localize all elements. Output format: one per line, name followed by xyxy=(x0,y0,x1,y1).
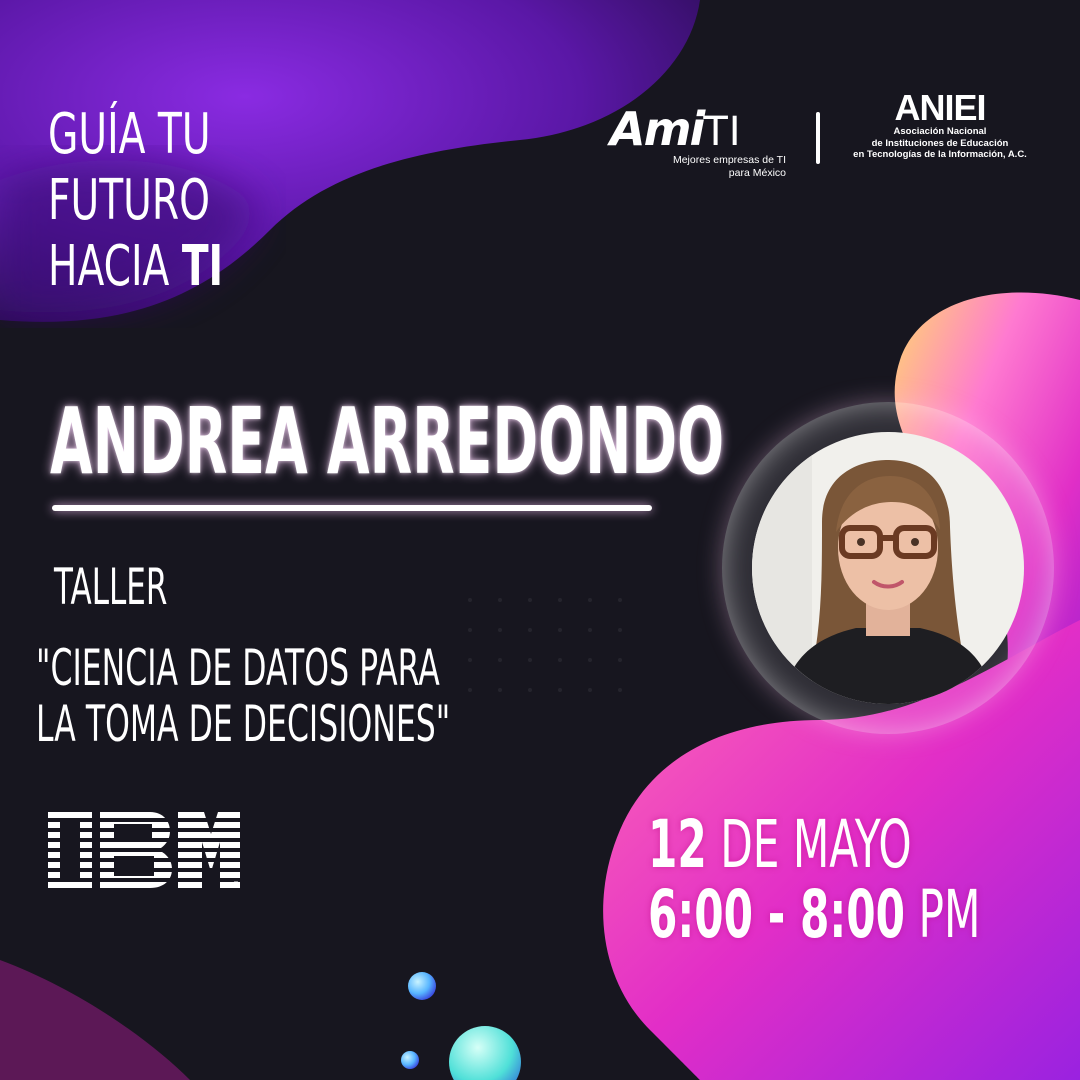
event-date xyxy=(648,806,912,883)
bubble-small xyxy=(401,1051,419,1069)
headline-line1: GUÍA TU xyxy=(48,102,211,167)
speaker-name: ANDREA ARREDONDO xyxy=(50,388,725,495)
aniei-logo xyxy=(848,88,1032,178)
logo-divider xyxy=(816,112,820,164)
event-month: DE MAYO xyxy=(720,806,912,883)
session-title-line1: "CIENCIA DE DATOS PARA xyxy=(36,639,440,697)
speaker-photo xyxy=(752,432,1024,704)
headline-line3-regular: HACIA xyxy=(48,234,170,299)
headline-line3 xyxy=(48,234,223,300)
amiti-logo xyxy=(610,100,800,180)
bubble-large xyxy=(449,1026,521,1080)
speaker-portrait-illustration xyxy=(752,432,1024,704)
session-title xyxy=(36,640,450,752)
event-time-range: 6:00 - 8:00 xyxy=(648,876,906,953)
aniei-logo-mark: ANIEI xyxy=(894,87,986,128)
ibm-logo xyxy=(48,812,240,888)
aniei-tagline: Asociación Nacional de Instituciones de Educación en Tecnologías de la Información, A.C. xyxy=(853,126,1027,160)
headline xyxy=(48,102,223,300)
event-day: 12 xyxy=(648,806,707,883)
amiti-logo-mark: AmiTI xyxy=(610,102,742,156)
headline-line3-bold: TI xyxy=(181,234,224,299)
event-meridiem: PM xyxy=(918,876,981,953)
bubble-medium xyxy=(408,972,436,1000)
session-type: TALLER xyxy=(54,558,168,616)
name-underline xyxy=(52,505,652,511)
headline-line2: FUTURO xyxy=(48,168,210,233)
ibm-registered-mark: ® xyxy=(232,880,240,888)
session-title-line2: LA TOMA DE DECISIONES" xyxy=(36,695,451,753)
event-time xyxy=(648,876,981,953)
amiti-tagline: Mejores empresas de TI para México xyxy=(672,154,786,179)
